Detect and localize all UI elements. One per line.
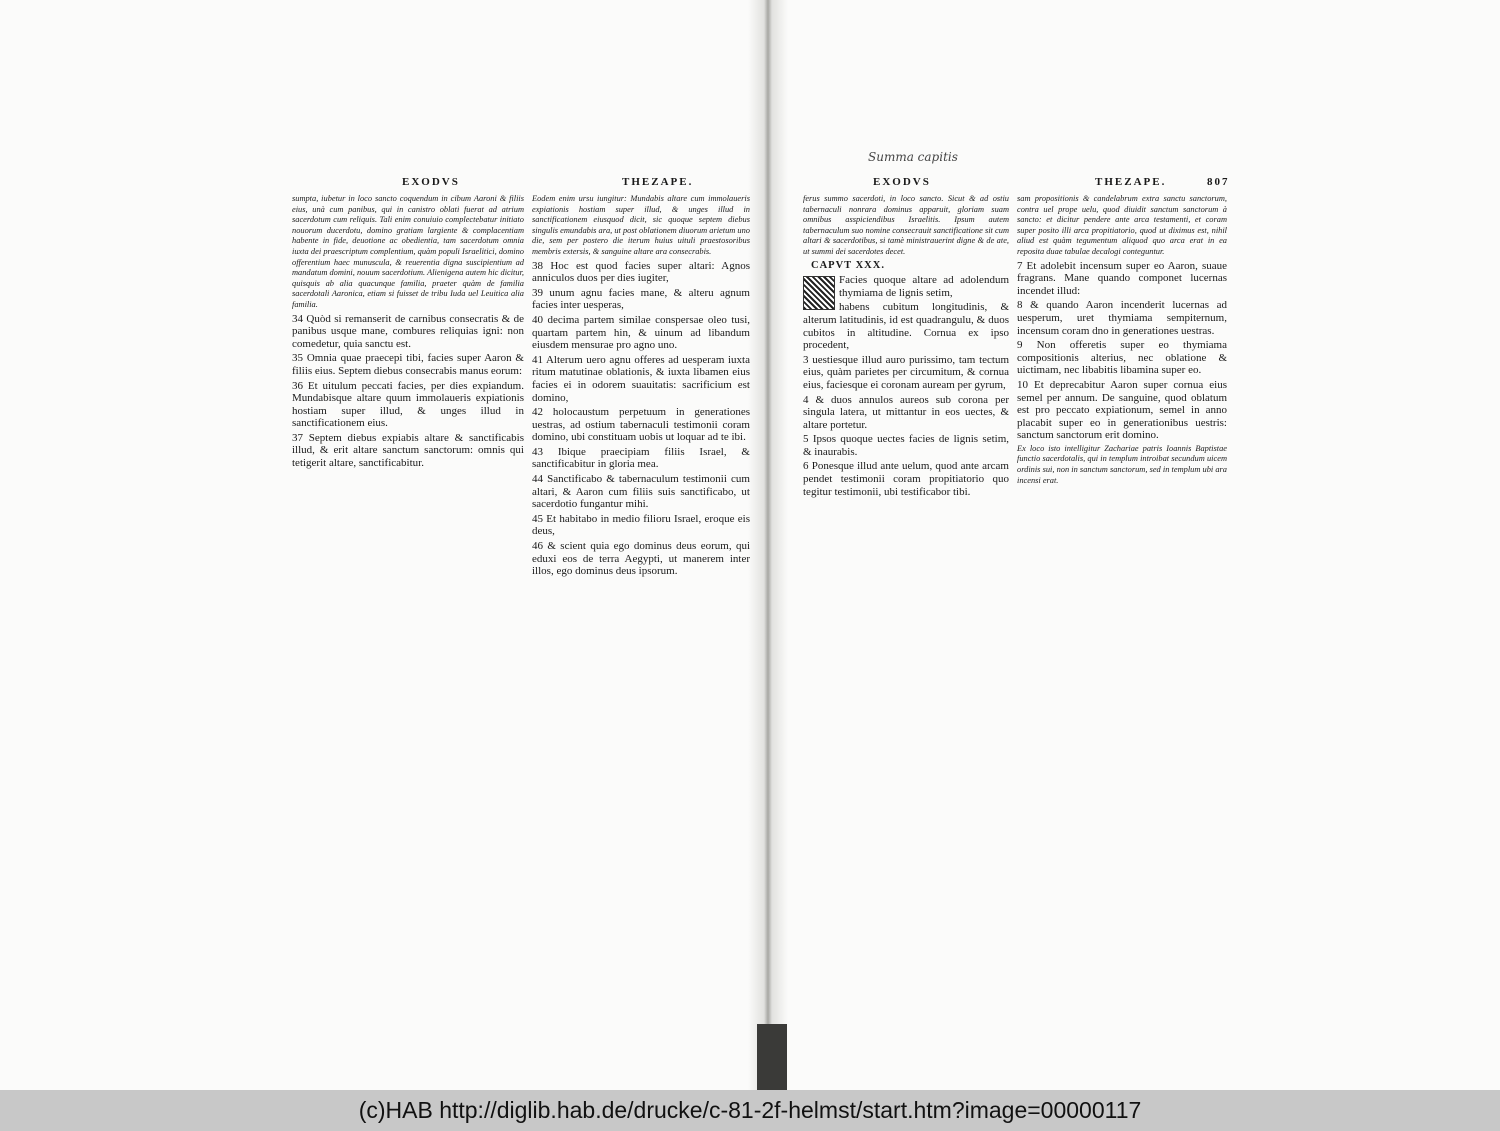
left-running-head-left: EXODVS: [402, 176, 460, 188]
verse-paragraph: 43 Ibique praecipiam filiis Israel, & sanctificabitur in gloria mea.: [532, 445, 750, 471]
verse-paragraph: 41 Alterum uero agnu offeres ad uesperam iuxta ritum matutinae oblationis, & iuxta libamen eius facies ei in odorem suauitatis: sacrificium est domino,: [532, 353, 750, 404]
verse-paragraph: 39 unum agnu facies mane, & alteru agnum facies inter uesperas,: [532, 286, 750, 312]
left-column-2: [532, 194, 750, 580]
handwritten-note: Summa capitis: [868, 150, 958, 164]
verse-paragraph: 4 & duos annulos aureos sub corona per singula latera, ut mittantur in eos uectes, & altare portetur.: [803, 393, 1009, 431]
commentary-paragraph: Ex loco isto intelligitur Zachariae patris Ioannis Baptistae functio sacerdotalis, qui in templum introibat secundum uicem ordinis sui, non in sanctum sanctorum, sed in templum ubi ara incensi erat.: [1017, 443, 1227, 485]
verse-paragraph: 34 Quòd si remanserit de carnibus consecratis & de panibus usque mane, combures reliquias igni: non comedetur, quia sanctu est.: [292, 312, 524, 350]
verse-paragraph: 45 Et habitabo in medio filioru Israel, eroque eis deus,: [532, 512, 750, 538]
folio-number: 807: [1207, 176, 1230, 188]
verse-paragraph: 7 Et adolebit incensum super eo Aaron, suaue fragrans. Mane quando componet lucernas incendet illud:: [1017, 259, 1227, 297]
verse-paragraph: 6 Ponesque illud ante uelum, quod ante arcam pendet testimonii coram propitiatorio quo tegitur testimonii, ubi testificabor tibi.: [803, 460, 1009, 498]
chapter-heading: CAPVT XXX.: [811, 259, 885, 271]
verse-paragraph: 35 Omnia quae praecepi tibi, facies super Aaron & filiis eius. Septem diebus consecrabis manus eorum:: [292, 352, 524, 377]
decorated-initial: [803, 276, 835, 310]
commentary-paragraph: Eodem enim ursu iungitur: Mundabis altare cum immolaueris expiationis hostiam super illud, & unges illud in sanctificationem eiusquod dicit, sic quoque septem diebus singulis emundabis ara, ut post oblationem diuorum arietum uno die, sem per postero die iterum huius uituli praestosoribus membris extersis, & sanguine altare ara consecrabis.: [532, 194, 750, 256]
left-page: [282, 170, 760, 910]
verse-paragraph: 3 uestiesque illud auro purissimo, tam tectum eius, quàm parietes per circumitum, & cornua eius, faciesque ei coronam auream per gyrum,: [803, 353, 1009, 391]
verse-paragraph: 46 & scient quia ego dominus deus eorum, qui eduxi eos de terra Aegypti, ut manerem inter illos, ego dominus deus ipsorum.: [532, 540, 750, 578]
right-column-1: [803, 194, 1009, 500]
verse-paragraph: 5 Ipsos quoque uectes facies de lignis setim, & inaurabis.: [803, 433, 1009, 458]
right-running-head-right: THEZAPE.: [1095, 176, 1167, 188]
gutter-shadow: [757, 1024, 787, 1090]
verse-paragraph: 8 & quando Aaron incenderit lucernas ad uesperum, uret thymiama sempiternum, incensum coram dno in generationes uestras.: [1017, 299, 1227, 337]
left-column-1: [292, 194, 524, 472]
verse-paragraph: 10 Et deprecabitur Aaron super cornua eius semel per annum. De sanguine, quod oblatum est pro peccato expiationum, semel in anno placabit super eo in generationibus uestris: sanctum sanctorum erit domino.: [1017, 378, 1227, 442]
verse-paragraph: 37 Septem diebus expiabis altare & sanctificabis illud, & erit altare sanctum sanctorum: omnis qui tetigerit altare, sanctificabitur.: [292, 431, 524, 470]
commentary-paragraph: sumpta, iubetur in loco sancto coquendum in cibum Aaroni & filiis eius, unà cum panibus, qui in canistro oblati fuerat ad atrium sacerdotum cum reliquis. Tali enim conuiuio complectebatur initiato nouorum ducerdotu, domino gratiam largiente & complacentiam habente in fide, deuotione ac obedientia, tam sacerdotum omnia iuxta dei praescriptum complentium, quàm populi Israelitici, domino offerentium haec munuscula, & reuerentia digna suscipientium ad mandatum domini, nouum sacerdotium. Alienigena autem hic dicitur, quisquis ab alia quacunque familia, praeter quàm de familia sacerdotali Aaronica, etiam si fuisset de tribu Iuda uel Leuitica alia familia.: [292, 194, 524, 309]
verse-paragraph: 38 Hoc est quod facies super altari: Agnos anniculos duos per dies iugiter,: [532, 259, 750, 285]
commentary-paragraph: sam propositionis & candelabrum extra sanctu sanctorum, contra uel prope uelu, quod diuidit sanctum sanctorum à sancto: et dicitur pendere ante arca testamenti, et coram super posito illi arca propitiatorio, quod ut diximus est, nihil aliud est quàm tegumentum aliquod quo arca erat in ea reposita duae tabulae decalogi conteguntur.: [1017, 194, 1227, 256]
verse-paragraph: 42 holocaustum perpetuum in generationes uestras, ad ostium tabernaculi testimonii coram domino, ubi constituam uobis ut loquar ad te ibi.: [532, 406, 750, 444]
verse-paragraph: 40 decima partem similae conspersae oleo tusi, quartam partem hin, & uinum ad libandum eiusdem mensurae pro agno uno.: [532, 313, 750, 352]
verse-paragraph: 44 Sanctificabo & tabernaculum testimonii cum altari, & Aaron cum filiis suis sanctificabo, ut sacerdotio fungantur mihi.: [532, 473, 750, 511]
copyright-footer: (c)HAB http://diglib.hab.de/drucke/c-81-2f-helmst/start.htm?image=00000117: [0, 1090, 1500, 1131]
verse-paragraph: habens cubitum longitudinis, & alterum latitudinis, id est quadrangulu, & duos cubitos in altitudine. Cornua ex ipso procedent,: [803, 301, 1009, 352]
right-running-head-left: EXODVS: [873, 176, 931, 188]
right-page: [775, 170, 1237, 910]
verse-paragraph: Facies quoque altare ad adolendum thymiama de lignis setim,: [803, 274, 1009, 299]
left-running-head-right: THEZAPE.: [622, 176, 694, 188]
commentary-paragraph: ferus summo sacerdoti, in loco sancto. Sicut & ad ostiu tabernaculi nonrara dominus apparuit, gloriam suam omnibus asspiciendibus Israelitis. Ipsum autem tabernaculum suo nomine consecrauit sanctificatione sit cum altari & sacerdotibus, si tamè ministrauerint digne & de ate, ut summi dei sacerdotes decet.: [803, 194, 1009, 256]
verse-paragraph: 9 Non offeretis super eo thymiama compositionis alterius, nec oblatione & uictimam, nec libabitis libamina super eo.: [1017, 339, 1227, 377]
verse-paragraph: 36 Et uitulum peccati facies, per dies expiandum. Mundabisque altare quum immolaueris expiationis hostiam super illud, & unges illud in sanctificationem eius.: [292, 379, 524, 430]
right-column-2: [1017, 194, 1227, 488]
